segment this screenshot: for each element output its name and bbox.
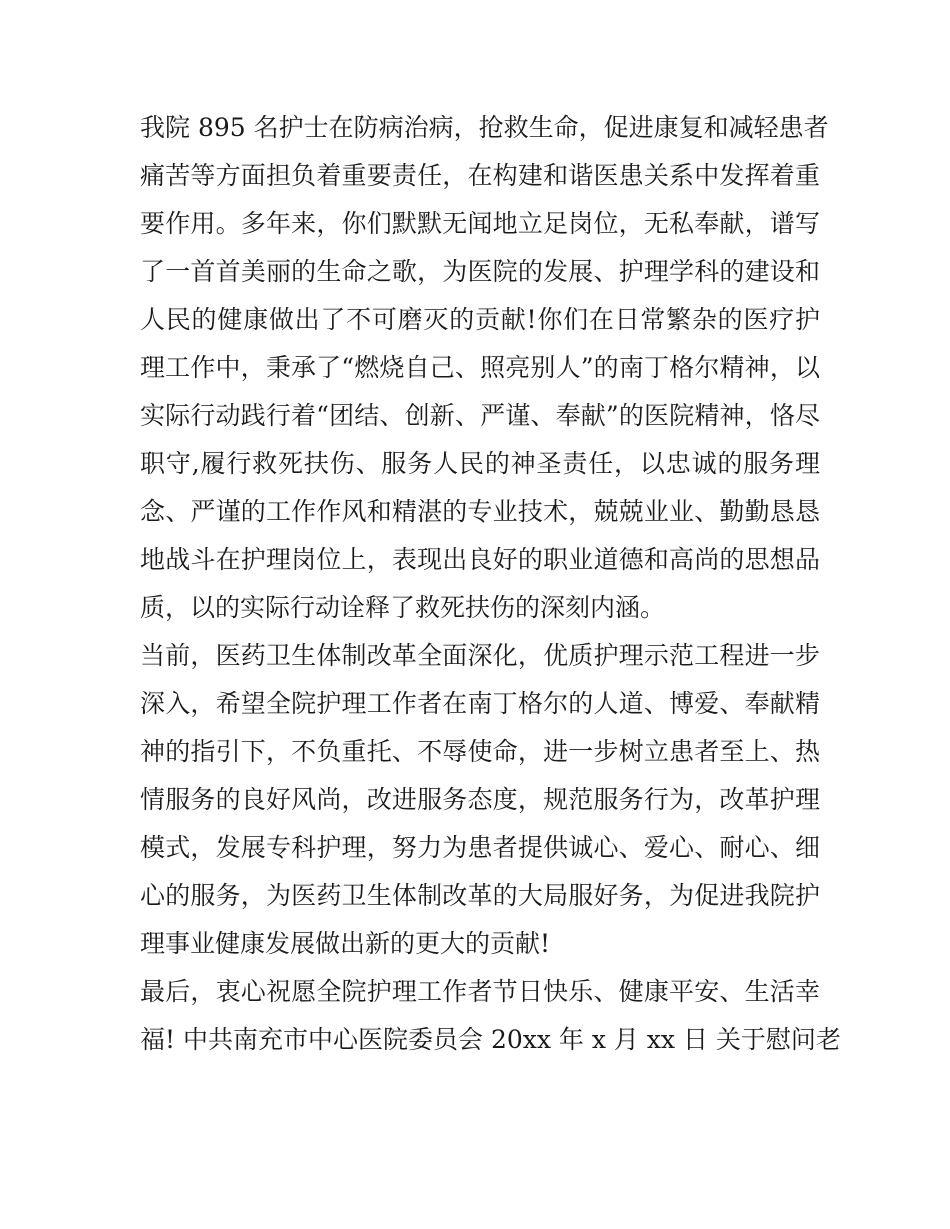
text-line: 最后，衷心祝愿全院护理工作者节日快乐、健康平安、生活幸 xyxy=(140,977,820,1006)
text-line: 模式，发展专科护理，努力为患者提供诚心、爱心、耐心、细 xyxy=(140,833,820,862)
text-line: 地战斗在护理岗位上，表现出良好的职业道德和高尚的思想品 xyxy=(140,545,820,574)
text-line: 理工作中，秉承了“燃烧自己、照亮别人”的南丁格尔精神，以 xyxy=(140,353,820,382)
paragraph-1 xyxy=(140,104,829,632)
text-line: 深入，希望全院护理工作者在南丁格尔的人道、博爱、奉献精 xyxy=(140,689,820,718)
text-line: 神的指引下，不负重托、不辱使命，进一步树立患者至上、热 xyxy=(140,737,820,766)
text-line: 当前，医药卫生体制改革全面深化，优质护理示范工程进一步 xyxy=(140,641,820,670)
text-line: 职守,履行救死扶伤、服务人民的神圣责任，以忠诚的服务理 xyxy=(140,449,820,478)
text-line: 我院 895 名护士在防病治病，抢救生命，促进康复和减轻患者 xyxy=(140,113,829,142)
text-line: 心的服务，为医药卫生体制改革的大局服好务，为促进我院护 xyxy=(140,881,820,910)
text-line: 念、严谨的工作作风和精湛的专业技术，兢兢业业、勤勤恳恳 xyxy=(140,497,820,526)
text-line: 实际行动践行着“团结、创新、严谨、奉献”的医院精神，恪尽 xyxy=(140,401,820,430)
text-line: 福! 中共南充市中心医院委员会 20xx 年 x 月 xx 日 关于慰问老 xyxy=(140,1025,841,1054)
text-line: 情服务的良好风尚，改进服务态度，规范服务行为，改革护理 xyxy=(140,785,820,814)
paragraph-3 xyxy=(140,968,841,1064)
text-line: 要作用。多年来，你们默默无闻地立足岗位，无私奉献，谱写 xyxy=(140,209,820,238)
text-line: 理事业健康发展做出新的更大的贡献! xyxy=(140,929,551,958)
document-body xyxy=(140,104,841,1064)
text-line: 痛苦等方面担负着重要责任，在构建和谐医患关系中发挥着重 xyxy=(140,161,820,190)
paragraph-2 xyxy=(140,632,820,968)
text-line: 了一首首美丽的生命之歌，为医院的发展、护理学科的建设和 xyxy=(140,257,820,286)
text-line: 质，以的实际行动诠释了救死扶伤的深刻内涵。 xyxy=(140,593,666,622)
text-line: 人民的健康做出了不可磨灭的贡献!你们在日常繁杂的医疗护 xyxy=(140,305,820,334)
